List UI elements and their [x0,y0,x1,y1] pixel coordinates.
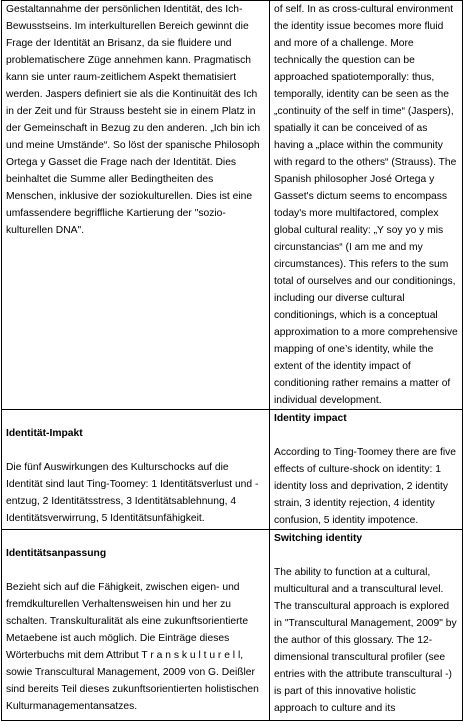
entry-row-identity-impact [2,410,463,530]
english-cell-switching-identity [270,530,463,721]
german-cell-identity-impact [2,410,270,530]
english-body-identity: of self. In as cross-cultural environment the identity issue becomes more fluid and more of a challenge. More technically the question can be approached spatiotemporally: thus, temporally, identity can be seen as the „continuity of the self in time“ (Jaspers), spatially it can be conceived of as having a „place within the community with regard to the others“ (Strauss). The Spanish philosopher José Ortega y Gasset's dictum seems to encompass today's more multifactored, complex global cultural reality: „Y soy yo y mis circunstancias“ (I am me and my circumstances). This refers to the sum total of ourselves and our conditionings, including our diverse cultural conditionings, which is a conceptual approximation to a more comprehensive mapping of one’s identity, while the extent of the identity impact of conditioning rather remains a matter of individual development. [274,4,458,406]
english-body-switching-identity: The ability to function at a cultural, multicultural and a transcultural level. The transcultural approach is explored in "Transcultural Management, 2009" by the author of this glossary. The 12-dimensional transcultural profiler (see entries with the attribute transcultural -) is part of this innovative holistic approach to culture and its [274,567,457,714]
german-heading-switching-identity: Identitätsanpassung [6,548,107,559]
entry-row-identity [2,1,463,410]
english-cell-identity [270,1,463,410]
english-body-identity-impact: According to Ting-Toomey there are five effects of culture-shock on identity: 1 identity loss and deprivation, 2 identity strain, 3 identity rejection, 4 identity confusion, 5 identity impotence. [274,447,456,526]
german-body-identity-impact: Die fünf Auswirkungen des Kulturschocks auf die Identität sind laut Ting-Toomey: 1 Identitätsverlust und -entzug, 2 Identitätsstress, 3 Identitätsablehnung, 4 Identitätsverwirrung, 5 Identitätsunfähigkeit. [6,462,259,524]
entry-row-switching-identity [2,530,463,721]
german-body-switching-identity: Bezieht sich auf die Fähigkeit, zwischen eigen- und fremdkulturellen Verhaltensweisen hin und her zu schalten. Transkulturalität als eine zukunftsorientierte Metaebene ist auch möglich. Die Einträge dieses Wörterbuchs mit dem Attribut T r a n s k u l t u r e l l, sowie Transcultural Management, 2009 von G. Deißler sind bereits Teil dieses zukunftsorientierten holistischen Kulturmanagementansatzes. [6,582,259,712]
german-cell-switching-identity [2,530,270,721]
english-heading-switching-identity: Switching identity [274,533,363,544]
english-cell-identity-impact [270,410,463,530]
glossary-table [1,0,463,721]
english-heading-identity-impact: Identity impact [274,413,347,424]
german-body-identity: Gestaltannahme der persönlichen Identität, des Ich-Bewusstseins. Im interkulturellen Bereich gewinnt die Frage der Identität an Brisanz, da sie fluidere und problematischere Züge annehmen kann. Pragmatisch kann sie unter raum-zeitlichem Aspekt thematisiert werden. Jaspers definiert sie als die Kontinuität des Ich in der Zeit und für Strauss besteht sie in einem Platz in der Gemeinschaft in Bezug zu den anderen. „Ich bin ich und meine Umstände“. So löst der spanische Philosoph Ortega y Gasset die Frage nach der Identität. Dies beinhaltet die Summe aller Bedingtheiten des Menschen, inklusive der soziokulturellen. Dies ist eine umfassendere begriffliche Kartierung der "sozio-kulturellen DNA". [6,4,261,236]
german-heading-identity-impact: Identität-Impakt [6,428,83,439]
german-cell-identity [2,1,270,410]
